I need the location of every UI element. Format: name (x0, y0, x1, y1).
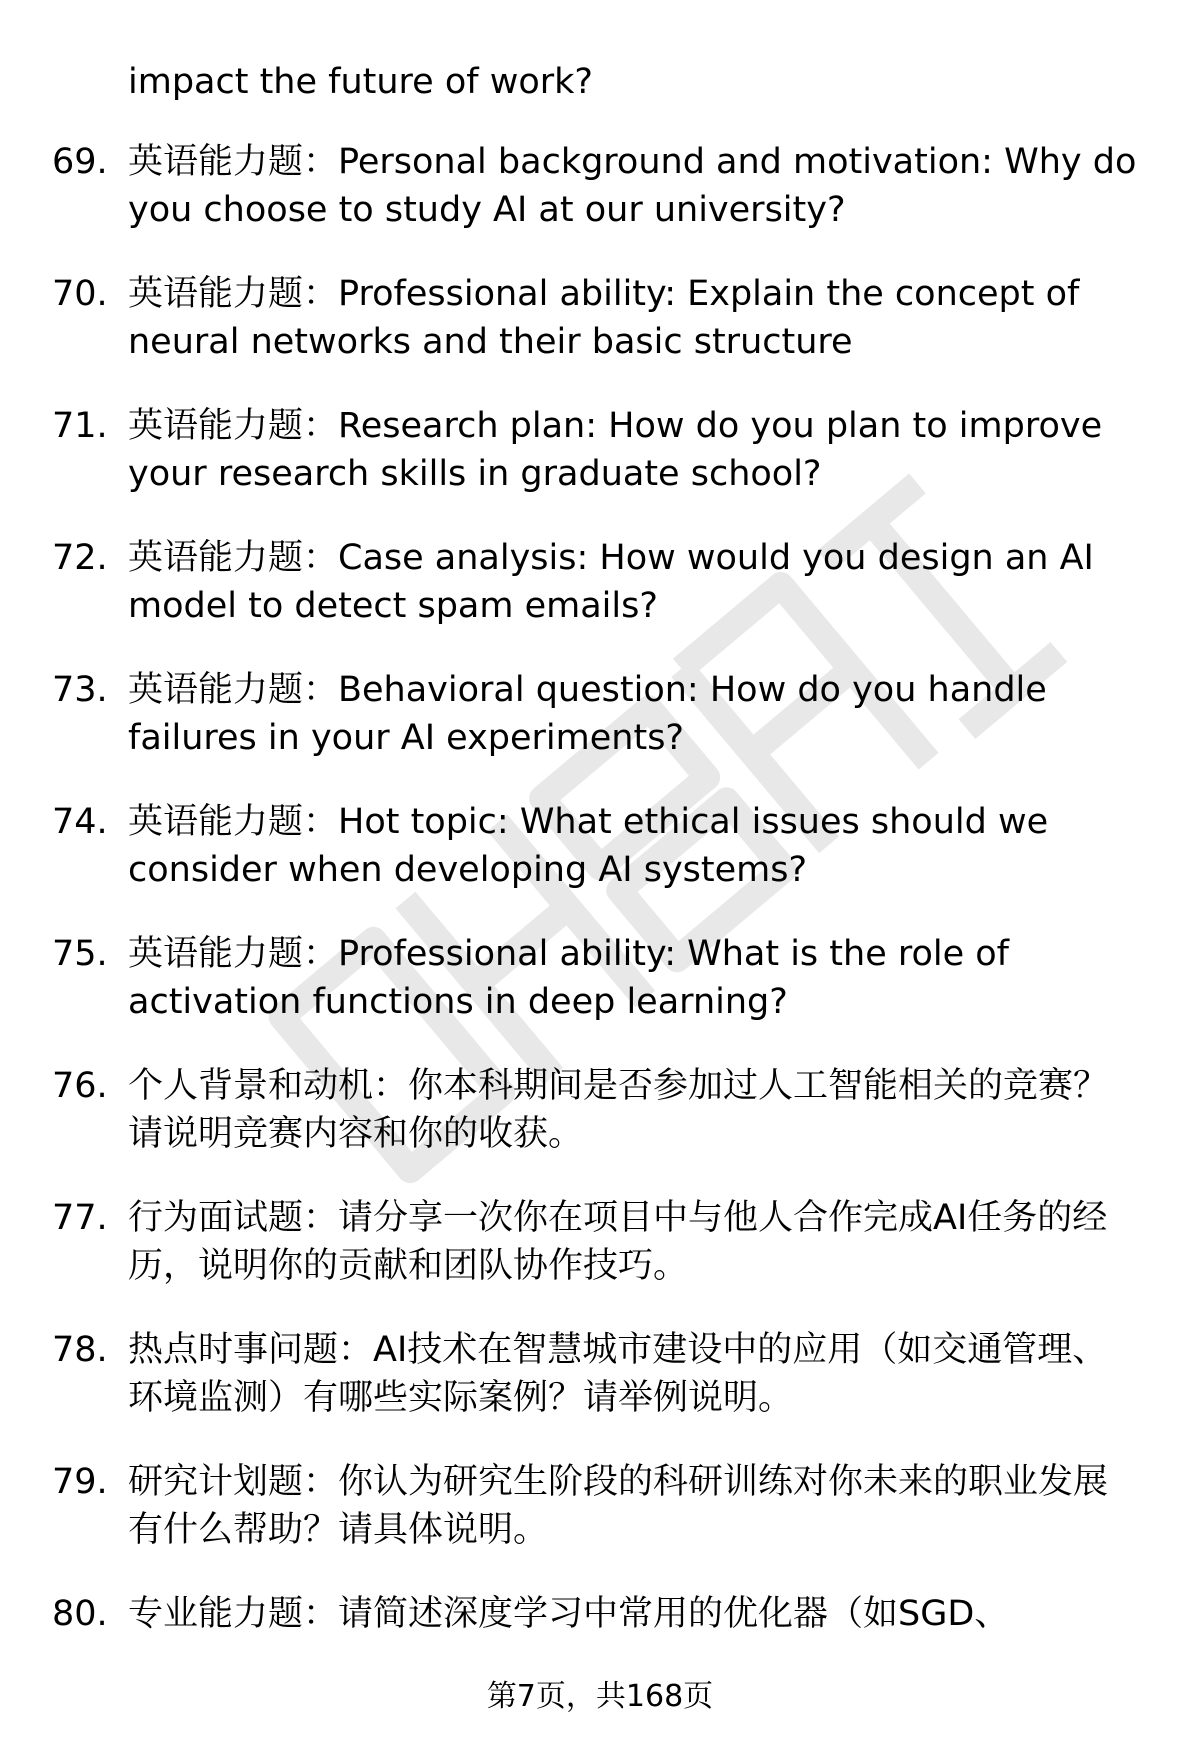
question-item (0, 798, 1200, 930)
question-text-line: consider when developing AI systems? (128, 850, 808, 890)
question-number: 73. (52, 670, 108, 710)
question-text-line: 英语能力题：Personal background and motivation: Why do (128, 142, 1137, 182)
question-item (0, 270, 1200, 402)
question-number: 80. (52, 1594, 108, 1634)
question-text-line: 研究计划题：你认为研究生阶段的科研训练对你未来的职业发展 (128, 1462, 1109, 1502)
question-item (0, 1458, 1200, 1590)
question-text-line: 英语能力题：Behavioral question: How do you handle (128, 670, 1047, 710)
question-text-line: 英语能力题：Case analysis: How would you design an AI (128, 538, 1094, 578)
question-number: 72. (52, 538, 108, 578)
page-footer: 第7页，共168页 (486, 1679, 714, 1714)
question-text-line: activation functions in deep learning? (128, 982, 788, 1022)
question-number: 74. (52, 802, 108, 842)
question-text (128, 138, 1143, 234)
question-number: 69. (52, 142, 108, 182)
question-item (0, 666, 1200, 798)
question-text (128, 1458, 1143, 1554)
question-text (128, 402, 1143, 498)
question-text (128, 1326, 1143, 1422)
question-text (128, 1194, 1143, 1290)
question-item (0, 1194, 1200, 1326)
question-item (0, 1062, 1200, 1194)
question-text-line: model to detect spam emails? (128, 586, 658, 626)
question-number: 76. (52, 1066, 108, 1106)
question-text (128, 930, 1143, 1026)
question-text (128, 798, 1143, 894)
question-text (128, 534, 1143, 630)
question-text (128, 1062, 1143, 1158)
question-text (128, 666, 1143, 762)
question-number: 71. (52, 406, 108, 446)
question-text-line: 环境监测）有哪些实际案例？请举例说明。 (128, 1378, 794, 1418)
question-text-line: 请说明竞赛内容和你的收获。 (128, 1114, 584, 1154)
question-number: 70. (52, 274, 108, 314)
question-text-line: 有什么帮助？请具体说明。 (128, 1510, 549, 1550)
question-text-line: 英语能力题：Professional ability: Explain the concept of (128, 274, 1080, 314)
question-text (128, 270, 1143, 366)
question-text-line: 英语能力题：Research plan: How do you plan to improve (128, 406, 1103, 446)
question-number: 78. (52, 1330, 108, 1370)
question-item (0, 930, 1200, 1062)
question-text-line: 专业能力题：请简述深度学习中常用的优化器（如SGD、 (128, 1594, 1010, 1634)
question-text-line: 个人背景和动机：你本科期间是否参加过人工智能相关的竞赛？ (128, 1066, 1109, 1106)
question-item (0, 534, 1200, 666)
question-text-line: 历，说明你的贡献和团队协作技巧。 (128, 1246, 689, 1286)
question-item (0, 138, 1200, 270)
question-text-line: 热点时事问题：AI技术在智慧城市建设中的应用（如交通管理、 (128, 1330, 1108, 1370)
question-text-line: 英语能力题：Professional ability: What is the role of (128, 934, 1009, 974)
question-number: 79. (52, 1462, 108, 1502)
question-item (0, 402, 1200, 534)
question-number: 75. (52, 934, 108, 974)
question-text-line: 行为面试题：请分享一次你在项目中与他人合作完成AI任务的经 (128, 1198, 1108, 1238)
continuation-text: impact the future of work? (128, 62, 593, 102)
question-text-line: 英语能力题：Hot topic: What ethical issues should we (128, 802, 1049, 842)
question-text (128, 1590, 1143, 1638)
question-list (0, 138, 1200, 1722)
question-number: 77. (52, 1198, 108, 1238)
question-item (0, 1326, 1200, 1458)
question-text-line: you choose to study AI at our university? (128, 190, 846, 230)
question-text-line: your research skills in graduate school? (128, 454, 822, 494)
question-text-line: failures in your AI experiments? (128, 718, 685, 758)
question-text-line: neural networks and their basic structure (128, 322, 853, 362)
